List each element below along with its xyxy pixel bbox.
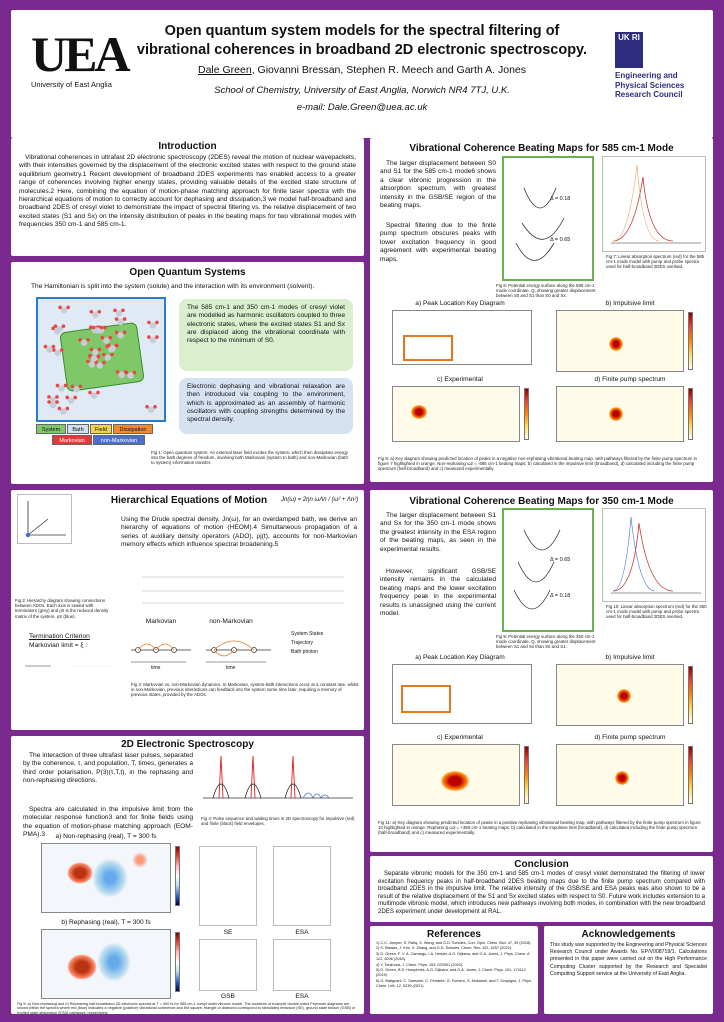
reference-item: 4) Y. Tanimura, J. Chem. Phys. 153, 020901 (2020). <box>376 962 464 967</box>
absorption-350-plot <box>603 509 705 601</box>
pes-585-delta-1: Δ = 0.18 <box>550 196 571 202</box>
bath-molecule <box>145 405 157 413</box>
fig2-caption: Fig 2: Hierarchy diagram showing connections between ADOs. Each axis is sealed with terminators (grey) and ρ0 is the reduced density matrix of the system, ρS (blue). <box>15 598 109 619</box>
map585-filtered-region <box>403 335 453 361</box>
legend-bath-photon: Bath photon <box>291 649 318 655</box>
termination-criterion-formula <box>21 652 117 682</box>
presenting-author: Dale Green <box>197 64 252 76</box>
conclusion-panel <box>370 856 713 922</box>
references-heading: References <box>427 929 481 940</box>
drude-spectral-density: Jn(ω) = 2ηn ωΛn / (ω² + Λn²) <box>281 497 359 503</box>
heom-panel <box>11 490 364 730</box>
fig8-caption: Fig 8: a) Key diagram showing predicted location of peaks in a negative non-rephasing vibrational beating map, with pathways filtered by the finite pump spectrum in figure 7 highlighted in orange. Non-rephasing ω2 = -585 cm-1 beating maps: b) calculated in the impulsive limit (broadband), d) calculated including the finite pump spectrum (half-broadband) and c) measured experimentally. <box>378 456 697 472</box>
reference-list <box>376 941 534 990</box>
heom-equation-graphic <box>134 565 354 605</box>
map585-heading: Vibrational Coherence Beating Maps for 585 cm-1 Mode <box>409 143 674 154</box>
map585-finite-pump-peak <box>609 407 623 421</box>
pes-350-figure <box>502 508 594 632</box>
rephasing-peak-positive <box>97 942 131 982</box>
map585-experimental-peak <box>411 405 427 419</box>
bath-molecule <box>90 310 102 318</box>
reference-item: 2) S. Biswas, J. Kim, X. Zhang, and G.D. Scholes, Chem. Rev. 122, 4257 (2022). <box>376 946 513 951</box>
open-quantum-system-figure <box>36 297 166 422</box>
map350-experimental-map <box>392 744 520 806</box>
acknowledgements-text: This study was supported by the Engineering and Physical Sciences Research Council under Awards No. EP/V008719/1. Calculations presented in this paper were carried out on the High Performance Computing Cluster supported by the Research and Specialist Computing Support service at the University of East Anglia. <box>550 942 707 977</box>
co-authors: , Giovanni Bressan, Stephen R. Meech and Garth A. Jones <box>251 64 527 76</box>
acknowledgements-panel <box>544 926 713 1014</box>
bath-molecule <box>58 306 70 314</box>
map350-panel-d-title: d) Finite pump spectrum <box>594 734 666 741</box>
bath-molecule <box>65 396 77 404</box>
poster-header <box>11 10 713 138</box>
twodes-panel <box>11 736 364 1014</box>
bath-molecule <box>88 391 100 399</box>
map585-finite-pump-map <box>556 386 684 442</box>
pulse-sequence-graphic <box>199 750 357 814</box>
non-rephasing-peak-esa <box>132 852 148 868</box>
fig3-legend <box>291 630 357 657</box>
legend-trajectory: Trajectory <box>291 640 314 646</box>
legend-non-markovian: non-Markovian <box>93 435 145 445</box>
non-rephasing-colorbar <box>175 846 180 906</box>
bath-molecule <box>102 353 114 361</box>
feynman-diagram-esa <box>273 846 331 926</box>
bath-molecule <box>101 336 113 344</box>
map350-panel <box>370 490 713 852</box>
oqs-panel <box>11 262 364 484</box>
oqs-environment-description: Electronic dephasing and vibrational relaxation are then introduced via coupling to the environment, which is approximated as an assembly of harmonic oscillators with coupling strengths determined by the spectral density. <box>179 378 353 434</box>
map585-impulsive-colorbar <box>688 312 693 370</box>
gsb-label: GSB <box>221 993 235 1000</box>
panel-rephasing-title: b) Rephasing (real), T = 300 fs <box>61 919 151 926</box>
heom-heading: Hierarchical Equations of Motion <box>110 495 268 506</box>
fig1-caption: Fig 1: Open quantum system. An external laser field excites the system, which then dissipates energy into the bath degrees of freedom, involving both Markovian (system to bath) and non-Markovian (bath to system) information transfer. <box>151 450 348 466</box>
oqs-intro: The Hamiltonian is split into the system (solute) and the interaction with its environment (solvent). <box>31 283 315 290</box>
termination-subheading: Markovian limit = ξ : <box>29 642 88 649</box>
conclusion-heading: Conclusion <box>514 859 569 870</box>
legend-system-states: System States <box>291 631 324 637</box>
fig9-caption: Fig 9: Potential energy surface along the 350 cm-1 mode coordinate, Q, showing greater displacement between S1 and Sx than S0 and S1. <box>496 634 596 650</box>
absorption-585-plot <box>603 157 705 251</box>
introduction-text: Vibrational coherences in ultrafast 2D electronic spectroscopy (2DES) reveal the motion of nuclear wavepackets, with their intensities governed by the displacement of the electronic excited states with respect to the ground state equilibrium geometry.1 Recent development of broadband 2DES experiments has enabled access to a greater range of coherences involving higher energy states, providing valuable details of the excited state structure of molecules.2 Here, combining the equation of motion-phase matching approach for finite laser spectra with the hierarchical equations of motion to correctly account for dephasing and dissipation,3 we model half-broadband and broadband 2DES of cresyl violet to demonstrate the impact of spectral filtering vs. the relative displacement of two excited states (S1 and Sx) on the intensity distribution of peaks in the beating maps for two vibrational modes with frequencies 350 cm-1 and 585 cm-1. <box>19 154 356 229</box>
panel-non-rephasing-title: a) Non-rephasing (real), T = 300 fs <box>55 833 157 840</box>
map585-panel-a-title: a) Peak Location Key Diagram <box>415 300 505 307</box>
bath-molecule <box>52 348 64 356</box>
fig4-caption: Fig 4: Pulse sequence and waiting times in 2D spectroscopy for impulsive (red) and finite (black) field envelopes. <box>201 816 355 827</box>
map350-experimental-peak <box>441 771 469 791</box>
pes-585-curves <box>504 158 592 279</box>
reference-item: 1) C.C. Jumper, S. Rafiq, S. Wang, and G.D. Scholes, Curr. Opin. Chem. Biol. 47, 39 (2018). <box>376 941 532 945</box>
poster-title: Open quantum system models for the spectral filtering of vibrational coherences in broadband 2D electronic spectroscopy. <box>136 23 588 58</box>
termination-heading: Termination Criterion <box>29 633 90 640</box>
feynman-diagram-esa-2 <box>273 939 331 991</box>
map585-impulsive-peak <box>609 337 623 351</box>
bath-molecule <box>147 321 159 329</box>
contact-email: e-mail: Dale.Green@uea.ac.uk <box>296 102 428 113</box>
fig7-caption: Fig 7: Linear absorption spectrum (red) for the 585 cm-1 mode model with pump and probe spectra used for half-broadband 2DES overlaid. <box>606 254 705 270</box>
bath-molecule <box>147 335 159 343</box>
map350-finite-pump-peak <box>615 771 629 785</box>
map350-impulsive-map <box>556 664 684 726</box>
non-rephasing-spectrum <box>41 843 171 913</box>
bath-molecules <box>38 299 164 420</box>
references-panel <box>370 926 538 1014</box>
non-markovian-label: non-Markovian <box>209 618 253 625</box>
author-list <box>131 64 593 76</box>
map585-text-1: The larger displacement between S0 and S1 for the 585 cm-1 mode6 shows a clear vibronic progression in the absorption spectrum, with greatest intensity in the GSB/SE region of the beating maps. <box>380 160 496 210</box>
reference-item: 3) D. Green, F. V. A. Camargo, I.A. Heisler, A.G. Dijkstra, and G.A. Jones, J. Phys. Chem. A 122, 6206 (2018). <box>376 951 530 962</box>
uea-logo <box>31 26 128 89</box>
markovian-trajectories <box>126 628 276 668</box>
map585-panel-c-title: c) Experimental <box>437 376 483 383</box>
pes-350-delta-2: Δ = 0.18 <box>550 593 571 599</box>
map350-experimental-colorbar <box>524 746 529 804</box>
map350-text-2: However, significant GSB/SE intensity remains in the calculated beating maps and the lower excitation frequency peak in the experimental results is unassigned using the current model. <box>380 568 496 618</box>
markovian-label: Markovian <box>145 618 177 625</box>
acknowledgements-heading: Acknowledgements <box>581 929 676 940</box>
pulse-sequence-figure <box>199 750 357 814</box>
twodes-text-2: Spectra are calculated in the impulsive limit from the molecular response function3 and for finite fields using the equation of motion-phase matching approach (EOM-PMA).3 <box>23 806 193 839</box>
map585-experimental-colorbar <box>524 388 529 440</box>
legend-field: Field <box>90 424 112 434</box>
bath-molecule <box>113 308 125 316</box>
termination-formula-graphic <box>21 652 117 682</box>
fig5-caption: Fig 5: a) Non-rephasing and b) Rephasing half-broadband 2D electronic spectra at T = 300 fs for 585 cm-1 cresyl violet vibronic model. The locations of example double-sided Feynman diagrams are shown within the spectra where red (blue) indicates a negative (positive) vibrational coherence and the square, triangle or diamond correspond to stimulated emission (SE), ground state bleach (GSB) or excited state absorption (ESA) pathways, respectively. <box>17 1002 356 1014</box>
absorption-585-chart <box>602 156 706 252</box>
map350-panel-c-title: c) Experimental <box>437 734 483 741</box>
esa-label: ESA <box>295 929 309 936</box>
twodes-heading: 2D Electronic Spectroscopy <box>121 739 254 750</box>
heom-text: Using the Drude spectral density, Jn(ω), for an overdamped bath, we derive an hierarchy of equations of motion (HEOM).4 Simultaneous propagation of a series of auxiliary density operators (ADO), ρj(t), accounts for non-Markovian memory effects which influence spectral broadening.5 <box>121 516 357 549</box>
fig11-caption: Fig 11: a) Key diagram showing predicted location of peaks in a positive rephasing vibrational beating map, with pathways filtered by the finite pump spectrum in figure 10 highlighted in orange. Rephasing ω2 = +350 cm-1 beating maps: b) calculated in the impulsive limit (broadband), d) calculated including the finite pump spectrum (half-broadband) and c) measured experimentally. <box>378 820 701 836</box>
map350-text-1: The larger displacement between S1 and Sx for the 350 cm-1 mode shows the greatest intensity in the ESA region of the beating maps, as seen in the experimental results. <box>380 512 496 553</box>
bath-molecule <box>115 331 127 339</box>
fig10-caption: Fig 10: Linear absorption spectrum (red) for the 350 cm-1 mode model with pump and probe spectra used for half-broadband 2DES overlaid. <box>606 604 707 620</box>
introduction-panel <box>11 138 364 256</box>
map585-text-2: Spectral filtering due to the finite pump spectrum obscures peaks with lower excitation frequency in good agreement with experimental beating maps. <box>380 222 496 263</box>
map350-impulsive-colorbar <box>688 666 693 724</box>
map585-panel <box>370 138 713 482</box>
map585-panel-b-title: b) Impulsive limit <box>605 300 655 307</box>
bath-molecule <box>71 385 83 393</box>
fig6-caption: Fig 6: Potential energy surface along the 585 cm-1 mode coordinate, Q, showing greater displacement between S0 and S1 than S0 and Sx. <box>496 283 596 299</box>
reference-item: 5) D. Green, B.S. Humphries, A.G. Dijkstra, and G.A. Jones, J. Chem. Phys. 151, 174112 (2019). <box>376 968 526 978</box>
legend-bath: Bath <box>67 424 89 434</box>
hierarchy-axes <box>18 495 71 543</box>
heom-equation <box>131 562 357 608</box>
map350-finite-pump-map <box>556 744 684 806</box>
feynman-diagram-se <box>199 846 257 926</box>
uea-logo-name: University of East Anglia <box>31 80 112 89</box>
map585-panel-d-title: d) Finite pump spectrum <box>594 376 666 383</box>
map585-impulsive-map <box>556 310 684 372</box>
map350-filtered-region <box>401 685 451 713</box>
pes-350-delta-1: Δ = 0.65 <box>550 557 571 563</box>
reference-item: 6) G. Batignani, C. Sansone, C. Ferrante, G. Fumero, S. Mukamel, and T. Scopigno, J. Phys. Chem. Lett. 12, 9239 (2021). <box>376 978 532 989</box>
hierarchy-diagram <box>17 494 72 544</box>
rephasing-peak-negative <box>67 954 97 980</box>
map350-heading: Vibrational Coherence Beating Maps for 350 cm-1 Mode <box>409 496 674 507</box>
map585-experimental-map <box>392 386 520 442</box>
feynman-diagram-gsb <box>199 939 257 991</box>
legend-dissipation: Dissipation <box>113 424 153 434</box>
map350-impulsive-peak <box>617 689 631 703</box>
rephasing-colorbar <box>175 932 180 992</box>
conclusion-text: Separate vibronic models for the 350 cm-1 and 585 cm-1 modes of cresyl violet demonstrated the filtering of lower excitation frequency peaks in half-broadband 2DES beating maps due to the finite pump spectrum compared with broadband 2DES in the impulsive limit. The relative intensity of the GSB/SE and ESA peaks was also shown to be a result of the relative displacement of the S1 and Sx excited states with respect to S0. Future work includes extension to a multimode vibronic model, which introduces new pathways involving both modes, in combination with the new broadband 2DES experiment under development at RAL. <box>378 870 705 915</box>
non-rephasing-peak-positive <box>92 858 128 898</box>
oqs-heading: Open Quantum Systems <box>129 267 246 278</box>
map350-finite-pump-colorbar <box>688 746 693 804</box>
uea-logo-mark: UEA <box>31 26 128 82</box>
pes-585-delta-2: Δ = 0.65 <box>550 237 571 243</box>
map350-panel-b-title: b) Impulsive limit <box>605 654 655 661</box>
bath-molecule <box>78 338 90 346</box>
twodes-text-1: The interaction of three ultrafast laser pulses, separated by the coherence, τ, and population, T, times, generates a third order polarisation, P(3)(τ,T,t), in the rephasing and non-rephasing directions. <box>23 752 193 785</box>
markovian-diagram <box>126 628 276 668</box>
esa-label-2: ESA <box>295 993 309 1000</box>
ukri-logo-mark: UK RI <box>615 32 643 68</box>
map350-key-diagram <box>392 664 532 724</box>
pes-350-curves <box>504 510 592 630</box>
map585-key-diagram <box>392 310 532 365</box>
affiliation: School of Chemistry, University of East Anglia, Norwich NR4 7TJ, U.K. <box>214 85 510 96</box>
rephasing-spectrum <box>41 929 171 999</box>
legend-system: System <box>36 424 66 434</box>
legend-markovian: Markovian <box>52 435 92 445</box>
oqs-system-description: The 585 cm-1 and 350 cm-1 modes of cresyl violet are modelled as harmonic oscillators coupled to three electronic states, where the excited states S1 and Sx are displaced along the vibrational coordinate with respect to the minimum of S0. <box>179 299 353 371</box>
pes-585-figure <box>502 156 594 281</box>
bath-molecule <box>56 384 68 392</box>
absorption-350-chart <box>602 508 706 602</box>
map585-finite-pump-colorbar <box>688 388 693 440</box>
non-rephasing-peak-negative <box>67 862 93 884</box>
introduction-heading: Introduction <box>158 141 217 152</box>
time-axis-label-markovian: time <box>151 665 161 671</box>
time-axis-label-non-markovian: time <box>226 665 236 671</box>
fig3-caption: Fig 3: Markovian vs. non-Markovian dynamics. In Markovian, system-bath interactions occur at a constant rate, whilst in non-Markovian, previous interactions can feedback into the system some time later, requiring a memory of previous states, provided by the ADOs. <box>131 682 359 698</box>
bath-molecule <box>115 317 127 325</box>
epsrc-name: Engineering and Physical Sciences Research Council <box>615 71 685 99</box>
ukri-logo <box>615 32 711 100</box>
se-label: SE <box>223 929 233 936</box>
bath-molecule <box>58 407 70 415</box>
map350-panel-a-title: a) Peak Location Key Diagram <box>415 654 505 661</box>
